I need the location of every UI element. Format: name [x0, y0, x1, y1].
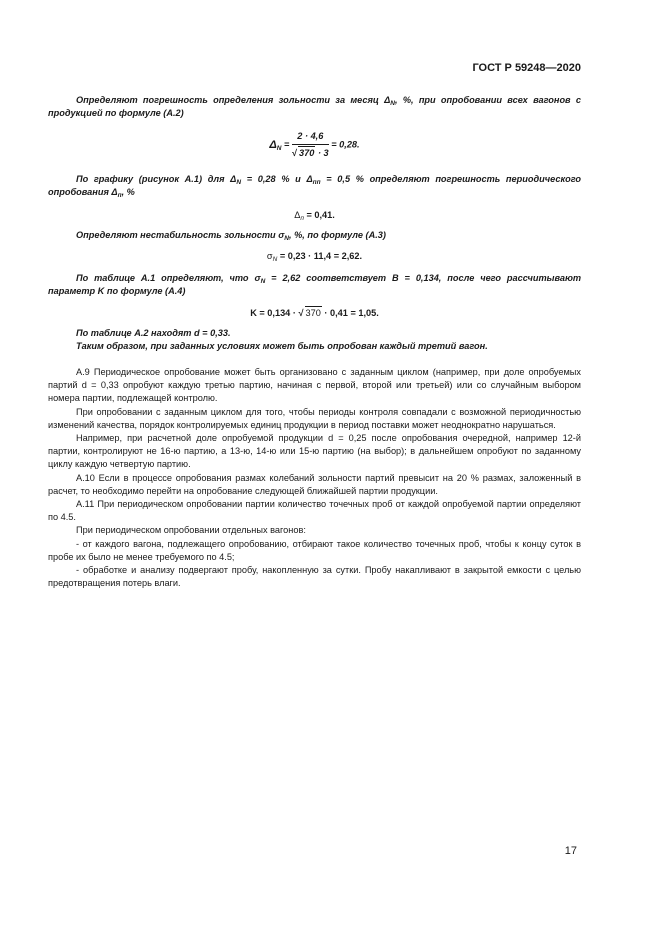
paragraph-a11: А.11 При периодическом опробовании партии количество точечных проб от каждой опробуемой партии определяют по 4.5. — [48, 499, 581, 523]
list-item-2: - обработке и анализу подвергают пробу, накопленную за сутки. Пробу накапливают в закрытой емкости с целью предотвращения потерь влаги. — [48, 565, 581, 589]
paragraph-a9-2: При опробовании с заданным циклом для того, чтобы периоды контроля совпадали с возможной периодичностью изменений качества, порядок контролируемых единиц продукции в период поставки может неоднократно нарушаться. — [48, 406, 581, 430]
example-paragraph-5: По таблице А.2 находят d = 0,33. Таким образом, при заданных условиях может быть опробован каждый третий вагон. — [76, 328, 488, 352]
paragraph-a9-3: Например, при расчетной доле опробуемой продукции d = 0,25 после опробования очередной, например 12-й партии, контролируют не 16-ю партию, а 13-ю, 14-ю или 15-ю партию (на выбор); в дальнейшем опробуют по заданному циклу каждую четвертую партию. — [48, 433, 581, 470]
section-a9 — [48, 366, 581, 590]
formula-a3: $\sigma_N = 0,23 \cdot 11,4 = 2,62$. — [266, 251, 363, 263]
formula-a2-fraction: $\frac{2 \cdot 4,6}{√ 370 \cdot 3}$ — [292, 130, 329, 160]
example-paragraph-2: По графику (рисунок А.1) для $\Delta_N = 0,28$ % и $\Delta_{пп} = 0,5$ % определяют погрешность периодического опробования $\Delta_п$, % — [48, 174, 581, 200]
formula-a4: K = 0,134 · √ 370 · 0,41 = 1,05. — [48, 306, 581, 320]
example-paragraph-4: По таблице А.1 определяют, что $\sigma_N = 2,62$ соответствует B = 0,134, после чего рассчитывают параметр K по формуле (А.4) — [48, 273, 581, 297]
paragraph-a9-1: А.9 Периодическое опробование может быть организовано с заданным циклом (например, при доле опробуемых партий d = 0,33 опробуют каждую третью партию, начиная с первой, второй или третьей) или со случайным выбором номера партии, подлежащей контролю. — [48, 367, 581, 404]
example-paragraph-1: Определяют погрешность определения зольности за месяц $\Delta_N$, %, при опробовании всех вагонов с продукцией по формуле (А.2) — [48, 95, 581, 119]
formula-delta-p: $\Delta_п = 0,41$. — [294, 210, 335, 222]
list-item-1: - от каждого вагона, подлежащего опробованию, отбирают такое количество точечных проб, чтобы к концу суток в пробе их было не менее требуемого по 4.5; — [48, 538, 581, 562]
formula-a2: $\Delta_N$ = $\frac{2 \cdot 4,6}{√ 370 \cdot 3}$ = 0,28. — [48, 130, 581, 160]
document-code: ГОСТ Р 59248—2020 — [472, 62, 581, 74]
paragraph-a10: А.10 Если в процессе опробования размах колебаний зольности партий превысит на 20 % размах, заложенный в расчет, то необходимо перейти на опробование следующей ближайшей партии продукции. — [48, 472, 581, 496]
example-paragraph-3: Определяют нестабильность зольности $\sigma_N$, %, по формуле (А.3) — [76, 230, 386, 242]
page-number: 17 — [564, 845, 577, 857]
paragraph-a11-2: При периодическом опробовании отдельных вагонов: — [76, 525, 306, 536]
